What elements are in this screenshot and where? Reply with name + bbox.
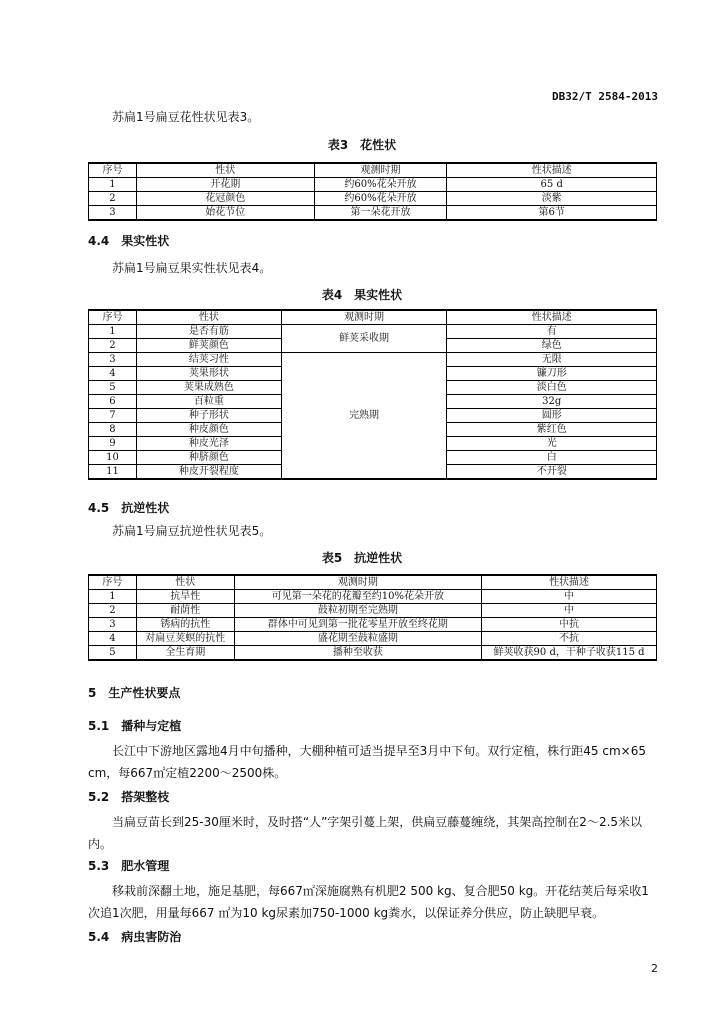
- table4: [88, 309, 657, 480]
- header-cell: 性状: [136, 163, 314, 178]
- table-cell: 播种至收获: [234, 646, 481, 661]
- table-cell: 种皮开裂程度: [136, 465, 281, 480]
- observation-period-cell: 完熟期: [281, 353, 447, 480]
- header-cell: 性状: [136, 310, 281, 325]
- table-cell: 6: [89, 395, 137, 409]
- table-cell: 淡紫: [447, 192, 657, 206]
- table-cell: 5: [89, 381, 137, 395]
- table-row: [89, 604, 657, 618]
- section-heading: 5.1 播种与定植: [88, 719, 182, 733]
- table-row: [89, 590, 657, 604]
- table-cell: 中: [482, 590, 657, 604]
- table-cell: 4: [89, 632, 137, 646]
- table-cell: 1: [89, 590, 137, 604]
- header-cell: 性状: [136, 575, 234, 590]
- table-cell: 圆形: [447, 409, 657, 423]
- table3-caption: 表3 花性状: [327, 138, 397, 152]
- table-row: [89, 206, 657, 221]
- header-cell: 性状描述: [482, 575, 657, 590]
- header-cell: 序号: [89, 163, 137, 178]
- section-heading: 4.5 抗逆性状: [88, 501, 170, 515]
- table-cell: 淡白色: [447, 381, 657, 395]
- header-cell: 观测时期: [234, 575, 481, 590]
- table-cell: 花冠颜色: [136, 192, 314, 206]
- table-cell: 是否有筋: [136, 325, 281, 339]
- table-cell: 有: [447, 325, 657, 339]
- header-cell: 序号: [89, 310, 137, 325]
- table-cell: 1: [89, 325, 137, 339]
- table-cell: 种皮颜色: [136, 423, 281, 437]
- standard-number: DB32/T 2584-2013: [552, 90, 658, 103]
- table-row: [89, 646, 657, 661]
- table-cell: 5: [89, 646, 137, 661]
- table-cell: 全生育期: [136, 646, 234, 661]
- header-cell: 性状描述: [447, 310, 657, 325]
- table3: [88, 162, 657, 221]
- table-cell: 32g: [447, 395, 657, 409]
- table-cell: 2: [89, 339, 137, 353]
- table-cell: 3: [89, 618, 137, 632]
- table-cell: 镰刀形: [447, 367, 657, 381]
- table-cell: 白: [447, 451, 657, 465]
- table-cell: 鼓粒初期至完熟期: [234, 604, 481, 618]
- table-row: [89, 192, 657, 206]
- table-cell: 无限: [447, 353, 657, 367]
- section-heading: 5.4 病虫害防治: [88, 930, 182, 944]
- table-cell: 2: [89, 604, 137, 618]
- table-cell: 7: [89, 409, 137, 423]
- table-cell: 抗旱性: [136, 590, 234, 604]
- table-cell: 8: [89, 423, 137, 437]
- table5-caption: 表5 抗逆性状: [321, 551, 403, 565]
- header-cell: 序号: [89, 575, 137, 590]
- table3-intro: 苏扁1号扁豆花性状见表3。: [112, 110, 260, 124]
- table-cell: 光: [447, 437, 657, 451]
- table-cell: 3: [89, 206, 137, 221]
- table-cell: 鲜荚收获90 d，干种子收获115 d: [482, 646, 657, 661]
- table-row: [89, 353, 657, 367]
- table-cell: 对扁豆荚螟的抗性: [136, 632, 234, 646]
- table-cell: 1: [89, 178, 137, 192]
- table-cell: 耐荫性: [136, 604, 234, 618]
- table-cell: 第6节: [447, 206, 657, 221]
- table-row: [89, 325, 657, 339]
- table5: [88, 574, 657, 661]
- section-heading: 4.4 果实性状: [88, 234, 170, 248]
- table-cell: 鲜荚颜色: [136, 339, 281, 353]
- paragraph: 当扁豆苗长到25-30厘米时，及时搭“人”字架引蔓上架，供扁豆藤蔓缠绕，其架高控制在2～2.5米以内。: [88, 815, 643, 851]
- table-cell: 种子形状: [136, 409, 281, 423]
- table-row: [89, 178, 657, 192]
- table-row: [89, 618, 657, 632]
- table-cell: 3: [89, 353, 137, 367]
- table-cell: 10: [89, 451, 137, 465]
- paragraph: 长江中下游地区露地4月中旬播种，大棚种植可适当提早至3月中下旬。双行定植，株行距45 cm×65 cm，每667㎡定植2200～2500株。: [88, 744, 646, 780]
- table-cell: 绿色: [447, 339, 657, 353]
- page-number: 2: [651, 962, 658, 975]
- table-cell: 11: [89, 465, 137, 480]
- table-cell: 不开裂: [447, 465, 657, 480]
- table-cell: 4: [89, 367, 137, 381]
- header-cell: 性状描述: [447, 163, 657, 178]
- table-cell: 结荚习性: [136, 353, 281, 367]
- table-cell: 种皮光泽: [136, 437, 281, 451]
- table-header-row: [89, 575, 657, 590]
- table-cell: 种脐颜色: [136, 451, 281, 465]
- table-cell: 始花节位: [136, 206, 314, 221]
- section-heading: 5.2 搭架整枝: [88, 790, 170, 804]
- table-cell: 中: [482, 604, 657, 618]
- table-cell: 中抗: [482, 618, 657, 632]
- table-cell: 可见第一朵花的花瓣至约10%花朵开放: [234, 590, 481, 604]
- table-cell: 荚果形状: [136, 367, 281, 381]
- table-cell: 盛花期至鼓粒盛期: [234, 632, 481, 646]
- table4-caption: 表4 果实性状: [321, 288, 403, 302]
- table-cell: 约60%花朵开放: [314, 178, 447, 192]
- table-header-row: [89, 310, 657, 325]
- table5-intro: 苏扁1号扁豆抗逆性状见表5。: [112, 524, 272, 538]
- table-cell: 荚果成熟色: [136, 381, 281, 395]
- table4-intro: 苏扁1号扁豆果实性状见表4。: [112, 261, 272, 275]
- observation-period-cell: 鲜荚采收期: [281, 325, 447, 353]
- table-cell: 开花期: [136, 178, 314, 192]
- table-cell: 9: [89, 437, 137, 451]
- table-cell: 65 d: [447, 178, 657, 192]
- table-row: [89, 632, 657, 646]
- table-header-row: [89, 163, 657, 178]
- table-cell: 2: [89, 192, 137, 206]
- table-cell: 锈病的抗性: [136, 618, 234, 632]
- table-cell: 约60%花朵开放: [314, 192, 447, 206]
- header-cell: 观测时期: [314, 163, 447, 178]
- table-cell: 紫红色: [447, 423, 657, 437]
- section-heading: 5 生产性状要点: [88, 686, 181, 700]
- table-cell: 群体中可见到第一批花零星开放至终花期: [234, 618, 481, 632]
- table-cell: 不抗: [482, 632, 657, 646]
- section-heading: 5.3 肥水管理: [88, 859, 170, 873]
- paragraph: 移栽前深翻土地，施足基肥，每667㎡深施腐熟有机肥2 500 kg、复合肥50 kg。开花结荚后每采收1次追1次肥，用量每667 ㎡为10 kg尿素加750-1000 kg粪水，以保证养分供应，防止缺肥早衰。: [88, 884, 649, 920]
- table-cell: 第一朵花开放: [314, 206, 447, 221]
- table-cell: 百粒重: [136, 395, 281, 409]
- header-cell: 观测时期: [281, 310, 447, 325]
